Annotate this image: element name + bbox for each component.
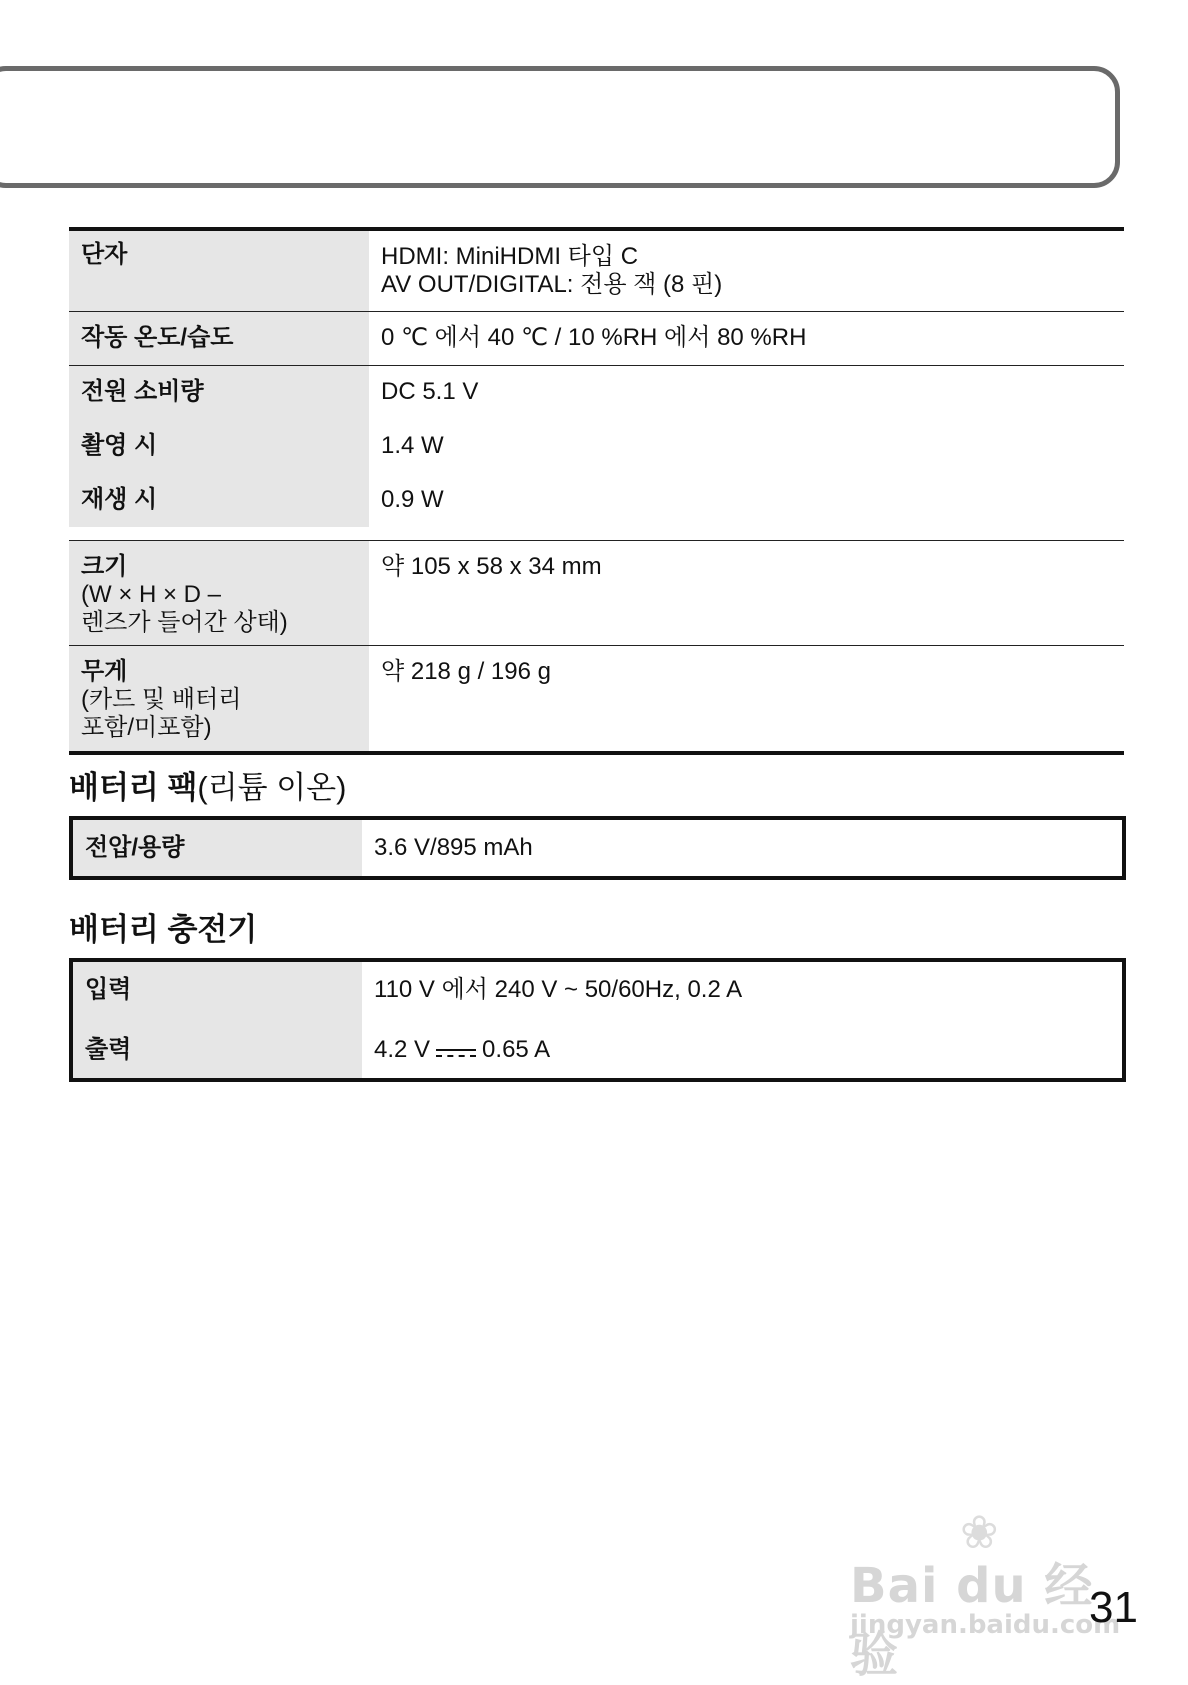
row-value-cell bbox=[369, 646, 1124, 751]
spec-table bbox=[69, 227, 1124, 755]
page-number: 31 bbox=[1089, 1583, 1138, 1632]
charger-row-label: 입력 bbox=[85, 976, 132, 1003]
output-voltage: 4.2 V bbox=[374, 1036, 431, 1063]
battery-charger-value-cell bbox=[362, 962, 1122, 1078]
table-row bbox=[69, 365, 1124, 540]
paw-icon: ❀ bbox=[960, 1505, 999, 1559]
battery-charger-table bbox=[69, 958, 1126, 1082]
table-row bbox=[69, 311, 1124, 365]
row-label: 단자 bbox=[81, 241, 128, 268]
row-sublabel: 재생 시 bbox=[81, 486, 158, 513]
row-sublabel: 촬영 시 bbox=[81, 432, 158, 459]
charger-row-value bbox=[362, 1036, 1122, 1064]
battery-charger-label-cell bbox=[73, 962, 362, 1078]
row-value: AV OUT/DIGITAL: 전용 잭 (8 핀) bbox=[381, 271, 723, 298]
row-value: 1.4 W bbox=[381, 432, 444, 459]
row-label: 크기 bbox=[81, 553, 128, 580]
row-sublabel: 렌즈가 들어간 상태) bbox=[81, 609, 288, 636]
battery-pack-title: 배터리 팩 bbox=[69, 770, 198, 805]
dc-symbol-icon bbox=[436, 1043, 476, 1059]
row-sublabel: (카드 및 배터리 bbox=[81, 686, 242, 713]
row-label-cell bbox=[69, 312, 369, 365]
battery-pack-title-suffix: (리튬 이온) bbox=[197, 770, 347, 805]
table-row bbox=[69, 645, 1124, 751]
battery-pack-heading bbox=[69, 768, 346, 808]
battery-pack-table bbox=[69, 816, 1126, 880]
battery-pack-value-cell bbox=[362, 820, 1122, 876]
battery-charger-title: 배터리 충전기 bbox=[69, 912, 258, 947]
row-value-cell bbox=[369, 366, 1124, 540]
watermark bbox=[850, 1505, 1121, 1683]
battery-pack-label: 전압/용량 bbox=[85, 834, 185, 861]
watermark-url: jingyan.baidu.com bbox=[850, 1610, 1121, 1640]
charger-row-label: 출력 bbox=[85, 1036, 132, 1063]
battery-charger-heading bbox=[69, 910, 257, 950]
row-value: DC 5.1 V bbox=[381, 378, 479, 405]
row-label-cell bbox=[69, 541, 369, 645]
row-label: 전원 소비량 bbox=[81, 378, 204, 405]
row-value-cell bbox=[369, 231, 1124, 311]
row-value: HDMI: MiniHDMI 타입 C bbox=[381, 243, 639, 270]
row-label: 무게 bbox=[81, 658, 128, 685]
row-value-cell bbox=[369, 541, 1124, 645]
battery-pack-value: 3.6 V/895 mAh bbox=[374, 834, 533, 861]
row-label-cell bbox=[69, 231, 369, 311]
row-sublabel: (W × H × D – bbox=[81, 581, 222, 608]
header-box bbox=[0, 66, 1120, 188]
table-row bbox=[69, 540, 1124, 645]
table-row bbox=[69, 231, 1124, 311]
battery-pack-label-cell bbox=[73, 820, 362, 876]
row-label: 작동 온도/습도 bbox=[81, 324, 234, 351]
row-value: 약 105 x 58 x 34 mm bbox=[381, 553, 602, 580]
charger-row-value: 110 V 에서 240 V ~ 50/60Hz, 0.2 A bbox=[374, 976, 743, 1003]
output-current: 0.65 A bbox=[482, 1036, 551, 1063]
row-value: 약 218 g / 196 g bbox=[381, 658, 551, 685]
row-label-cell bbox=[69, 366, 369, 527]
row-sublabel: 포함/미포함) bbox=[81, 714, 212, 741]
row-label-cell bbox=[69, 646, 369, 751]
row-value: 0 ℃ 에서 40 ℃ / 10 %RH 에서 80 %RH bbox=[381, 324, 807, 351]
row-value-cell bbox=[369, 312, 1124, 365]
watermark-brand: Bai du 经验 bbox=[850, 1558, 1094, 1683]
row-value: 0.9 W bbox=[381, 486, 444, 513]
